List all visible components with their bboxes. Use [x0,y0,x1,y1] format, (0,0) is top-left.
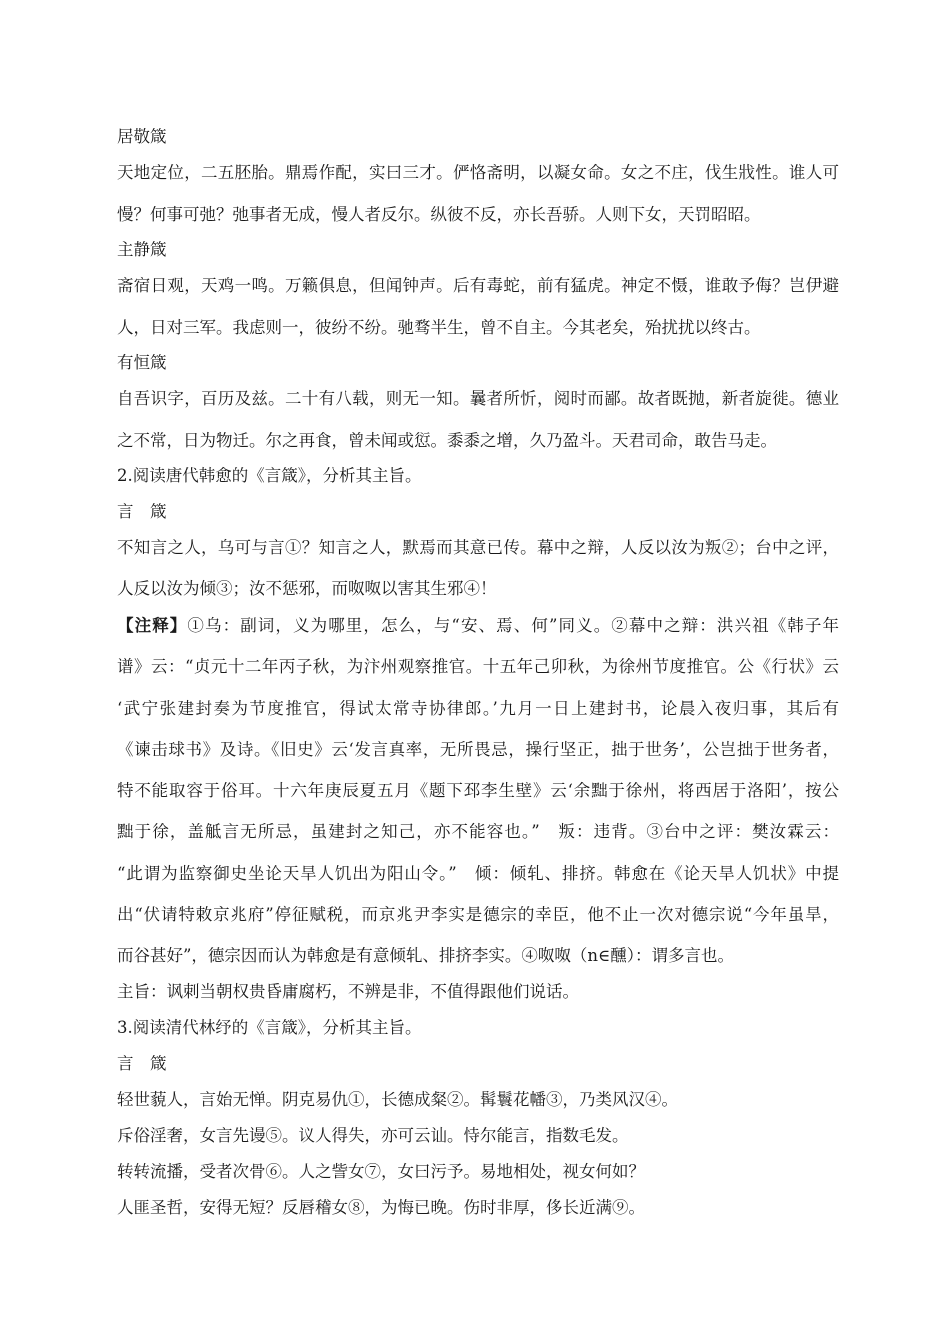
yanzhen-2-line-2: 斥俗淫奢，女言先谩⑤。议人得失，亦可云讪。恃尔能言，指数毛发。 [117,1126,629,1145]
note-line-9: 而谷甚好”，德宗因而认为韩愈是有意倾轧、排挤李实。④呶呶（n∈醺）：谓多言也。 [117,946,735,965]
note-line-3: ‘武宁张建封奏为节度推官，得试太常寺协律郎。’九月一日上建封书，论晨入夜归事，其后有 [117,699,839,718]
zhujing-line-1: 斋宿日观，天鸡一鸣。万籁俱息，但闻钟声。后有毒蛇，前有猛虎。神定不慑，谁敢予侮？岂伊避 [117,276,839,295]
note-line-7: “此谓为监察御史坐论天旱人饥出为阳山令。” 倾：倾轧、排挤。韩愈在《论天旱人饥状》中提 [117,864,839,883]
note-label: 【注释】 [117,616,188,635]
note-line-1-text: ①乌：副词，义为哪里，怎么，与“安、焉、何”同义。②幕中之辩：洪兴祖《韩子年 [187,616,839,635]
heading-yanzhen-2: 言 箴 [117,1054,167,1073]
heading-jujing: 居敬箴 [117,127,167,146]
note-line-5: 特不能取容于俗耳。十六年庚辰夏五月《题下邳李生壁》云‘余黜于徐州，将西居于洛阳’，按公 [117,781,839,800]
heading-yanzhen-1: 言 箴 [117,502,167,521]
yanzhen-2-line-3: 转转流播，受者次骨⑥。人之訾女⑦，女曰污予。易地相处，视女何如？ [117,1162,645,1181]
note-line-4: 《谏击球书》及诗。《旧史》云‘发言真率，无所畏忌，操行坚正，拙于世务’，公岂拙于世务者， [117,740,839,759]
jujing-line-2: 慢？何事可弛？弛事者无成，慢人者反尔。纵彼不反，亦长吾骄。人则下女，天罚昭昭。 [117,205,761,224]
jujing-line-1: 天地定位，二五胚胎。鼎焉作配，实曰三才。俨恪斋明，以凝女命。女之不庄，伐生戕性。谁人可 [117,163,839,182]
heading-youheng: 有恒箴 [117,353,167,372]
note-line-8: 出“伏请特敕京兆府”停征赋税，而京兆尹李实是德宗的幸臣，他不止一次对德宗说“今年虽旱， [117,905,839,924]
yanzhen-2-line-4: 人匪圣哲，安得无短？反唇稽女⑧，为悔已晚。伤时非厚，侈长近满⑨。 [117,1198,645,1217]
zhujing-line-2: 人，日对三军。我虑则一，彼纷不纷。驰骛半生，曾不自主。今其老矣，殆扰扰以终古。 [117,318,761,337]
youheng-line-1: 自吾识字，百历及兹。二十有八载，则无一知。曩者所忻，阅时而鄙。故者既抛，新者旋徙。德业 [117,389,839,408]
question-2: 2.阅读唐代韩愈的《言箴》，分析其主旨。 [117,466,422,485]
question-3: 3.阅读清代林纾的《言箴》，分析其主旨。 [117,1018,422,1037]
note-line-6: 黜于徐，盖觝言无所忌，虽建封之知己，亦不能容也。” 叛：违背。③台中之评：樊汝霖云： [117,822,839,841]
note-line-1 [117,616,839,636]
yanzhen-1-line-2: 人反以汝为倾③；汝不惩邪，而呶呶以害其生邪④！ [117,579,497,598]
youheng-line-2: 之不常，日为物迁。尔之再食，曾未闻或愆。黍黍之增，久乃盈斗。天君司命，敢告马走。 [117,431,777,450]
heading-zhujing: 主静箴 [117,240,167,259]
note-line-2: 谱》云：“贞元十二年丙子秋，为汴州观察推官。十五年己卯秋，为徐州节度推官。公《行状》云 [117,657,839,676]
main-idea: 主旨：讽刺当朝权贵昏庸腐朽，不辨是非，不值得跟他们说话。 [117,982,579,1001]
yanzhen-1-line-1: 不知言之人，乌可与言①？知言之人，默焉而其意已传。幕中之辩，人反以汝为叛②；台中之评， [117,538,839,557]
yanzhen-2-line-1: 轻世藐人，言始无惮。阴克易仇①，长德成粲②。髯鬟花幡③，乃类风汉④。 [117,1090,678,1109]
